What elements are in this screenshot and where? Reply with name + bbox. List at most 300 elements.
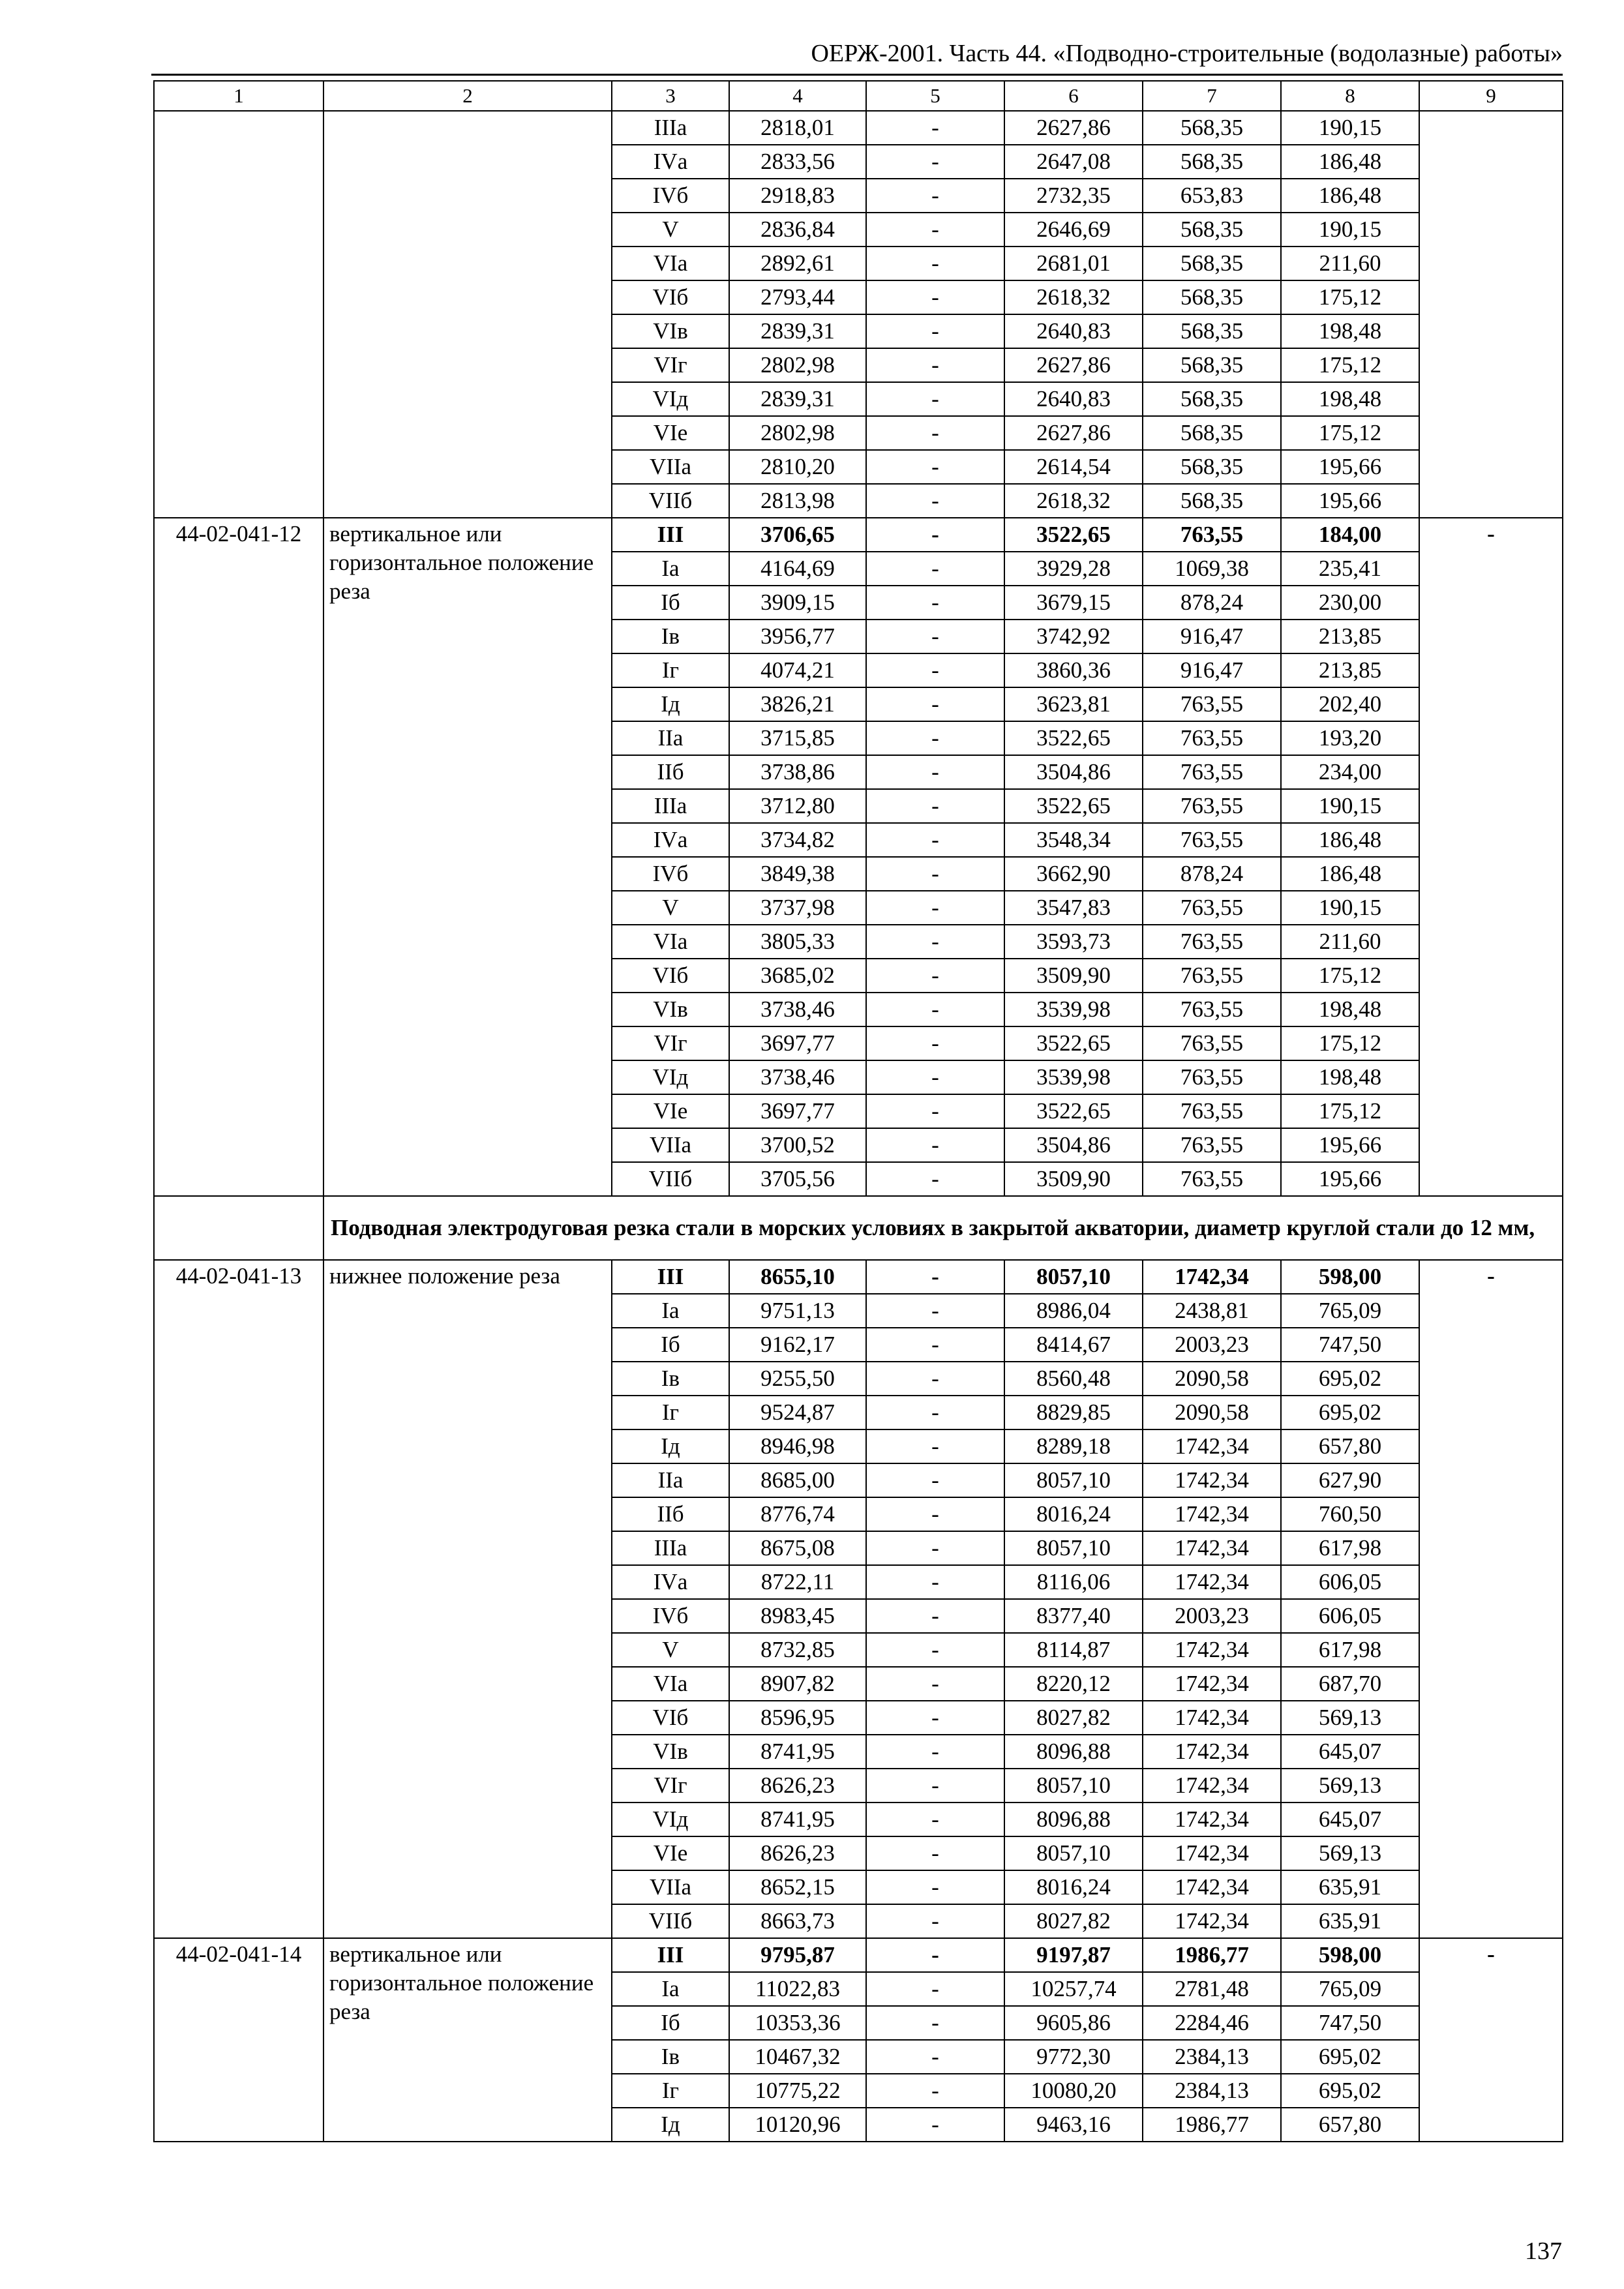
zone-code: VIв bbox=[612, 314, 729, 348]
materials-cost: 186,48 bbox=[1281, 145, 1419, 179]
materials-cost: 569,13 bbox=[1281, 1836, 1419, 1870]
table-row bbox=[154, 1260, 1563, 1294]
machine-cost: 763,55 bbox=[1143, 925, 1281, 959]
materials-cost: 195,66 bbox=[1281, 1128, 1419, 1162]
col5-value: - bbox=[866, 1565, 1004, 1599]
total-cost: 3705,56 bbox=[729, 1162, 866, 1196]
materials-cost: 235,41 bbox=[1281, 552, 1419, 586]
header-rule bbox=[151, 74, 1563, 76]
col5-value: - bbox=[866, 1294, 1004, 1328]
machine-cost: 878,24 bbox=[1143, 857, 1281, 891]
total-cost: 8946,98 bbox=[729, 1429, 866, 1463]
total-cost: 8685,00 bbox=[729, 1463, 866, 1497]
zone-code: IVб bbox=[612, 857, 729, 891]
machine-cost: 763,55 bbox=[1143, 789, 1281, 823]
col5-value: - bbox=[866, 1362, 1004, 1396]
labor-cost: 3522,65 bbox=[1004, 1026, 1143, 1060]
labor-cost: 3522,65 bbox=[1004, 1094, 1143, 1128]
machine-cost: 1742,34 bbox=[1143, 1497, 1281, 1531]
materials-cost: 598,00 bbox=[1281, 1260, 1419, 1294]
col5-value: - bbox=[866, 179, 1004, 213]
zone-code: IVб bbox=[612, 1599, 729, 1633]
materials-cost: 186,48 bbox=[1281, 179, 1419, 213]
col5-value: - bbox=[866, 2074, 1004, 2108]
col5-value: - bbox=[866, 1128, 1004, 1162]
machine-cost: 763,55 bbox=[1143, 1162, 1281, 1196]
total-cost: 3805,33 bbox=[729, 925, 866, 959]
machine-cost: 763,55 bbox=[1143, 687, 1281, 721]
column-number: 2 bbox=[323, 81, 612, 111]
materials-cost: 765,09 bbox=[1281, 1972, 1419, 2006]
zone-code: Iа bbox=[612, 1972, 729, 2006]
col5-value: - bbox=[866, 1599, 1004, 1633]
total-cost: 3712,80 bbox=[729, 789, 866, 823]
materials-cost: 635,91 bbox=[1281, 1870, 1419, 1904]
total-cost: 8907,82 bbox=[729, 1667, 866, 1701]
zone-code: Iг bbox=[612, 653, 729, 687]
col5-value: - bbox=[866, 2108, 1004, 2142]
labor-cost: 10257,74 bbox=[1004, 1972, 1143, 2006]
machine-cost: 568,35 bbox=[1143, 213, 1281, 247]
total-cost: 3737,98 bbox=[729, 891, 866, 925]
machine-cost: 763,55 bbox=[1143, 993, 1281, 1026]
machine-cost: 1742,34 bbox=[1143, 1260, 1281, 1294]
labor-cost: 8116,06 bbox=[1004, 1565, 1143, 1599]
materials-cost: 175,12 bbox=[1281, 959, 1419, 993]
materials-cost: 606,05 bbox=[1281, 1565, 1419, 1599]
materials-cost: 195,66 bbox=[1281, 484, 1419, 518]
col5-value: - bbox=[866, 1162, 1004, 1196]
labor-cost: 9772,30 bbox=[1004, 2040, 1143, 2074]
machine-cost: 568,35 bbox=[1143, 416, 1281, 450]
zone-code: VIд bbox=[612, 1803, 729, 1836]
total-cost: 8722,11 bbox=[729, 1565, 866, 1599]
zone-code: Iд bbox=[612, 1429, 729, 1463]
col5-value: - bbox=[866, 755, 1004, 789]
zone-code: VIв bbox=[612, 993, 729, 1026]
total-cost: 8732,85 bbox=[729, 1633, 866, 1667]
materials-cost: 606,05 bbox=[1281, 1599, 1419, 1633]
total-cost: 8626,23 bbox=[729, 1769, 866, 1803]
materials-cost: 617,98 bbox=[1281, 1633, 1419, 1667]
machine-cost: 1742,34 bbox=[1143, 1769, 1281, 1803]
machine-cost: 568,35 bbox=[1143, 450, 1281, 484]
total-cost: 10467,32 bbox=[729, 2040, 866, 2074]
total-cost: 3697,77 bbox=[729, 1026, 866, 1060]
zone-code: IVа bbox=[612, 823, 729, 857]
labor-cost: 2681,01 bbox=[1004, 247, 1143, 280]
materials-cost: 190,15 bbox=[1281, 111, 1419, 145]
materials-cost: 198,48 bbox=[1281, 993, 1419, 1026]
zone-code: VIб bbox=[612, 1701, 729, 1735]
materials-cost: 198,48 bbox=[1281, 382, 1419, 416]
materials-cost: 184,00 bbox=[1281, 518, 1419, 552]
machine-cost: 763,55 bbox=[1143, 1026, 1281, 1060]
machine-cost: 916,47 bbox=[1143, 620, 1281, 653]
machine-cost: 653,83 bbox=[1143, 179, 1281, 213]
total-cost: 8655,10 bbox=[729, 1260, 866, 1294]
zone-code: III bbox=[612, 518, 729, 552]
section-heading-row bbox=[154, 1196, 1563, 1260]
rates-table bbox=[153, 80, 1563, 2142]
col5-value: - bbox=[866, 280, 1004, 314]
labor-cost: 3548,34 bbox=[1004, 823, 1143, 857]
total-cost: 8983,45 bbox=[729, 1599, 866, 1633]
zone-code: VIб bbox=[612, 280, 729, 314]
labor-cost: 3509,90 bbox=[1004, 1162, 1143, 1196]
total-cost: 3734,82 bbox=[729, 823, 866, 857]
machine-cost: 1742,34 bbox=[1143, 1429, 1281, 1463]
zone-code: IIIа bbox=[612, 111, 729, 145]
labor-cost: 3539,98 bbox=[1004, 993, 1143, 1026]
machine-cost: 1742,34 bbox=[1143, 1633, 1281, 1667]
machine-cost: 2090,58 bbox=[1143, 1396, 1281, 1429]
materials-cost: 186,48 bbox=[1281, 857, 1419, 891]
machine-cost: 763,55 bbox=[1143, 1060, 1281, 1094]
zone-code: IIIа bbox=[612, 1531, 729, 1565]
col5-value: - bbox=[866, 1429, 1004, 1463]
zone-code: VIIа bbox=[612, 1128, 729, 1162]
materials-cost: 175,12 bbox=[1281, 348, 1419, 382]
total-cost: 3706,65 bbox=[729, 518, 866, 552]
col5-value: - bbox=[866, 2040, 1004, 2074]
labor-cost: 8096,88 bbox=[1004, 1735, 1143, 1769]
column-number: 5 bbox=[866, 81, 1004, 111]
col9-value: - bbox=[1419, 1260, 1563, 1938]
col5-value: - bbox=[866, 891, 1004, 925]
zone-code: Iб bbox=[612, 1328, 729, 1362]
total-cost: 11022,83 bbox=[729, 1972, 866, 2006]
machine-cost: 1742,34 bbox=[1143, 1803, 1281, 1836]
machine-cost: 763,55 bbox=[1143, 755, 1281, 789]
materials-cost: 627,90 bbox=[1281, 1463, 1419, 1497]
materials-cost: 747,50 bbox=[1281, 2006, 1419, 2040]
labor-cost: 9605,86 bbox=[1004, 2006, 1143, 2040]
zone-code: IIIа bbox=[612, 789, 729, 823]
machine-cost: 916,47 bbox=[1143, 653, 1281, 687]
document-title: ОЕРЖ-2001. Часть 44. «Подводно-строительные (водолазные) работы» bbox=[811, 40, 1563, 67]
labor-cost: 8027,82 bbox=[1004, 1701, 1143, 1735]
col5-value: - bbox=[866, 348, 1004, 382]
col5-value: - bbox=[866, 586, 1004, 620]
machine-cost: 1742,34 bbox=[1143, 1836, 1281, 1870]
labor-cost: 3623,81 bbox=[1004, 687, 1143, 721]
labor-cost: 8414,67 bbox=[1004, 1328, 1143, 1362]
work-description: нижнее положение реза bbox=[323, 1260, 612, 1938]
zone-code: VIIб bbox=[612, 1162, 729, 1196]
machine-cost: 568,35 bbox=[1143, 145, 1281, 179]
labor-cost: 2640,83 bbox=[1004, 314, 1143, 348]
machine-cost: 568,35 bbox=[1143, 247, 1281, 280]
zone-code: VIе bbox=[612, 1836, 729, 1870]
machine-cost: 568,35 bbox=[1143, 348, 1281, 382]
col5-value: - bbox=[866, 247, 1004, 280]
rate-code: 44-02-041-12 bbox=[154, 518, 323, 1196]
materials-cost: 190,15 bbox=[1281, 213, 1419, 247]
col5-value: - bbox=[866, 1633, 1004, 1667]
labor-cost: 3504,86 bbox=[1004, 755, 1143, 789]
col5-value: - bbox=[866, 145, 1004, 179]
col5-value: - bbox=[866, 484, 1004, 518]
total-cost: 9751,13 bbox=[729, 1294, 866, 1328]
zone-code: VIIб bbox=[612, 484, 729, 518]
labor-cost: 2627,86 bbox=[1004, 416, 1143, 450]
zone-code: Iв bbox=[612, 1362, 729, 1396]
labor-cost: 2646,69 bbox=[1004, 213, 1143, 247]
labor-cost: 3929,28 bbox=[1004, 552, 1143, 586]
total-cost: 8776,74 bbox=[729, 1497, 866, 1531]
materials-cost: 635,91 bbox=[1281, 1904, 1419, 1938]
labor-cost: 8829,85 bbox=[1004, 1396, 1143, 1429]
zone-code: VIе bbox=[612, 416, 729, 450]
total-cost: 2833,56 bbox=[729, 145, 866, 179]
zone-code: V bbox=[612, 213, 729, 247]
col5-value: - bbox=[866, 789, 1004, 823]
materials-cost: 695,02 bbox=[1281, 2040, 1419, 2074]
materials-cost: 195,66 bbox=[1281, 1162, 1419, 1196]
page-header bbox=[151, 35, 1563, 76]
materials-cost: 211,60 bbox=[1281, 925, 1419, 959]
col9-value bbox=[1419, 111, 1563, 518]
zone-code: Iг bbox=[612, 2074, 729, 2108]
labor-cost: 2640,83 bbox=[1004, 382, 1143, 416]
labor-cost: 3662,90 bbox=[1004, 857, 1143, 891]
col5-value: - bbox=[866, 382, 1004, 416]
machine-cost: 2003,23 bbox=[1143, 1599, 1281, 1633]
zone-code: IVа bbox=[612, 1565, 729, 1599]
col5-value: - bbox=[866, 1463, 1004, 1497]
total-cost: 10775,22 bbox=[729, 2074, 866, 2108]
zone-code: III bbox=[612, 1260, 729, 1294]
labor-cost: 8027,82 bbox=[1004, 1904, 1143, 1938]
machine-cost: 568,35 bbox=[1143, 484, 1281, 518]
column-number-row bbox=[154, 81, 1563, 111]
zone-code: VIIб bbox=[612, 1904, 729, 1938]
labor-cost: 3509,90 bbox=[1004, 959, 1143, 993]
total-cost: 2836,84 bbox=[729, 213, 866, 247]
total-cost: 8675,08 bbox=[729, 1531, 866, 1565]
zone-code: Iа bbox=[612, 1294, 729, 1328]
machine-cost: 1742,34 bbox=[1143, 1667, 1281, 1701]
total-cost: 3738,46 bbox=[729, 993, 866, 1026]
table-row bbox=[154, 1938, 1563, 1972]
section-empty-cell bbox=[154, 1196, 323, 1260]
labor-cost: 3593,73 bbox=[1004, 925, 1143, 959]
labor-cost: 8016,24 bbox=[1004, 1870, 1143, 1904]
machine-cost: 2384,13 bbox=[1143, 2074, 1281, 2108]
zone-code: IVб bbox=[612, 179, 729, 213]
total-cost: 2813,98 bbox=[729, 484, 866, 518]
labor-cost: 3522,65 bbox=[1004, 789, 1143, 823]
zone-code: Iд bbox=[612, 2108, 729, 2142]
machine-cost: 2284,46 bbox=[1143, 2006, 1281, 2040]
machine-cost: 763,55 bbox=[1143, 1128, 1281, 1162]
machine-cost: 763,55 bbox=[1143, 518, 1281, 552]
col5-value: - bbox=[866, 1870, 1004, 1904]
zone-code: Iб bbox=[612, 586, 729, 620]
materials-cost: 695,02 bbox=[1281, 1396, 1419, 1429]
materials-cost: 569,13 bbox=[1281, 1769, 1419, 1803]
zone-code: VIа bbox=[612, 247, 729, 280]
col5-value: - bbox=[866, 1769, 1004, 1803]
col5-value: - bbox=[866, 1938, 1004, 1972]
labor-cost: 3522,65 bbox=[1004, 721, 1143, 755]
total-cost: 9255,50 bbox=[729, 1362, 866, 1396]
zone-code: IIб bbox=[612, 1497, 729, 1531]
total-cost: 3700,52 bbox=[729, 1128, 866, 1162]
table-body bbox=[154, 81, 1563, 2142]
machine-cost: 568,35 bbox=[1143, 111, 1281, 145]
machine-cost: 763,55 bbox=[1143, 721, 1281, 755]
labor-cost: 3679,15 bbox=[1004, 586, 1143, 620]
materials-cost: 657,80 bbox=[1281, 2108, 1419, 2142]
materials-cost: 695,02 bbox=[1281, 2074, 1419, 2108]
labor-cost: 2614,54 bbox=[1004, 450, 1143, 484]
col9-value: - bbox=[1419, 1938, 1563, 2142]
col5-value: - bbox=[866, 1701, 1004, 1735]
col5-value: - bbox=[866, 552, 1004, 586]
rate-code: 44-02-041-13 bbox=[154, 1260, 323, 1938]
col5-value: - bbox=[866, 1531, 1004, 1565]
machine-cost: 568,35 bbox=[1143, 280, 1281, 314]
zone-code: Iг bbox=[612, 1396, 729, 1429]
machine-cost: 568,35 bbox=[1143, 382, 1281, 416]
machine-cost: 1742,34 bbox=[1143, 1531, 1281, 1565]
materials-cost: 213,85 bbox=[1281, 620, 1419, 653]
materials-cost: 175,12 bbox=[1281, 1026, 1419, 1060]
zone-code: IIа bbox=[612, 1463, 729, 1497]
total-cost: 2839,31 bbox=[729, 314, 866, 348]
labor-cost: 8220,12 bbox=[1004, 1667, 1143, 1701]
col5-value: - bbox=[866, 925, 1004, 959]
zone-code: VIг bbox=[612, 1026, 729, 1060]
total-cost: 3715,85 bbox=[729, 721, 866, 755]
col5-value: - bbox=[866, 416, 1004, 450]
machine-cost: 763,55 bbox=[1143, 891, 1281, 925]
materials-cost: 234,00 bbox=[1281, 755, 1419, 789]
labor-cost: 8986,04 bbox=[1004, 1294, 1143, 1328]
total-cost: 4074,21 bbox=[729, 653, 866, 687]
col5-value: - bbox=[866, 721, 1004, 755]
col5-value: - bbox=[866, 959, 1004, 993]
work-description: вертикальное или горизонтальное положение реза bbox=[323, 518, 612, 1196]
machine-cost: 763,55 bbox=[1143, 959, 1281, 993]
zone-code: VIг bbox=[612, 348, 729, 382]
col5-value: - bbox=[866, 1972, 1004, 2006]
zone-code: VIIа bbox=[612, 450, 729, 484]
zone-code: VIIа bbox=[612, 1870, 729, 1904]
zone-code: Iа bbox=[612, 552, 729, 586]
materials-cost: 190,15 bbox=[1281, 789, 1419, 823]
zone-code: VIв bbox=[612, 1735, 729, 1769]
col5-value: - bbox=[866, 1836, 1004, 1870]
col5-value: - bbox=[866, 1260, 1004, 1294]
total-cost: 10120,96 bbox=[729, 2108, 866, 2142]
zone-code: Iб bbox=[612, 2006, 729, 2040]
col5-value: - bbox=[866, 1735, 1004, 1769]
materials-cost: 747,50 bbox=[1281, 1328, 1419, 1362]
labor-cost: 8057,10 bbox=[1004, 1531, 1143, 1565]
labor-cost: 8377,40 bbox=[1004, 1599, 1143, 1633]
total-cost: 8652,15 bbox=[729, 1870, 866, 1904]
materials-cost: 617,98 bbox=[1281, 1531, 1419, 1565]
labor-cost: 2647,08 bbox=[1004, 145, 1143, 179]
total-cost: 2793,44 bbox=[729, 280, 866, 314]
work-description: вертикальное или горизонтальное положение реза bbox=[323, 1938, 612, 2142]
col5-value: - bbox=[866, 620, 1004, 653]
zone-code: IIа bbox=[612, 721, 729, 755]
total-cost: 2802,98 bbox=[729, 416, 866, 450]
labor-cost: 9197,87 bbox=[1004, 1938, 1143, 1972]
page-number: 137 bbox=[1525, 2237, 1562, 2265]
labor-cost: 3860,36 bbox=[1004, 653, 1143, 687]
col5-value: - bbox=[866, 1803, 1004, 1836]
total-cost: 9795,87 bbox=[729, 1938, 866, 1972]
col5-value: - bbox=[866, 1094, 1004, 1128]
materials-cost: 175,12 bbox=[1281, 1094, 1419, 1128]
labor-cost: 9463,16 bbox=[1004, 2108, 1143, 2142]
materials-cost: 175,12 bbox=[1281, 280, 1419, 314]
machine-cost: 1742,34 bbox=[1143, 1463, 1281, 1497]
materials-cost: 193,20 bbox=[1281, 721, 1419, 755]
labor-cost: 3742,92 bbox=[1004, 620, 1143, 653]
total-cost: 9524,87 bbox=[729, 1396, 866, 1429]
materials-cost: 213,85 bbox=[1281, 653, 1419, 687]
labor-cost: 8096,88 bbox=[1004, 1803, 1143, 1836]
rate-code: 44-02-041-14 bbox=[154, 1938, 323, 2142]
materials-cost: 186,48 bbox=[1281, 823, 1419, 857]
total-cost: 3738,86 bbox=[729, 755, 866, 789]
machine-cost: 2090,58 bbox=[1143, 1362, 1281, 1396]
col5-value: - bbox=[866, 1667, 1004, 1701]
machine-cost: 2003,23 bbox=[1143, 1328, 1281, 1362]
zone-code: Iв bbox=[612, 2040, 729, 2074]
col5-value: - bbox=[866, 1026, 1004, 1060]
column-number: 8 bbox=[1281, 81, 1419, 111]
zone-code: VIб bbox=[612, 959, 729, 993]
zone-code: VIд bbox=[612, 1060, 729, 1094]
labor-cost: 2618,32 bbox=[1004, 280, 1143, 314]
machine-cost: 1986,77 bbox=[1143, 2108, 1281, 2142]
col5-value: - bbox=[866, 1060, 1004, 1094]
column-number: 3 bbox=[612, 81, 729, 111]
col9-value: - bbox=[1419, 518, 1563, 1196]
materials-cost: 695,02 bbox=[1281, 1362, 1419, 1396]
total-cost: 10353,36 bbox=[729, 2006, 866, 2040]
col5-value: - bbox=[866, 653, 1004, 687]
machine-cost: 1742,34 bbox=[1143, 1701, 1281, 1735]
machine-cost: 2438,81 bbox=[1143, 1294, 1281, 1328]
machine-cost: 1069,38 bbox=[1143, 552, 1281, 586]
zone-code: V bbox=[612, 891, 729, 925]
total-cost: 3826,21 bbox=[729, 687, 866, 721]
col5-value: - bbox=[866, 687, 1004, 721]
section-heading: Подводная электродуговая резка стали в морских условиях в закрытой акватории, диаметр круглой стали до 12 мм, bbox=[323, 1196, 1563, 1260]
machine-cost: 1742,34 bbox=[1143, 1870, 1281, 1904]
col5-value: - bbox=[866, 213, 1004, 247]
total-cost: 3685,02 bbox=[729, 959, 866, 993]
materials-cost: 198,48 bbox=[1281, 314, 1419, 348]
materials-cost: 230,00 bbox=[1281, 586, 1419, 620]
machine-cost: 763,55 bbox=[1143, 823, 1281, 857]
labor-cost: 2627,86 bbox=[1004, 111, 1143, 145]
materials-cost: 598,00 bbox=[1281, 1938, 1419, 1972]
zone-code: VIд bbox=[612, 382, 729, 416]
materials-cost: 211,60 bbox=[1281, 247, 1419, 280]
materials-cost: 645,07 bbox=[1281, 1803, 1419, 1836]
machine-cost: 1986,77 bbox=[1143, 1938, 1281, 1972]
table-row bbox=[154, 518, 1563, 552]
